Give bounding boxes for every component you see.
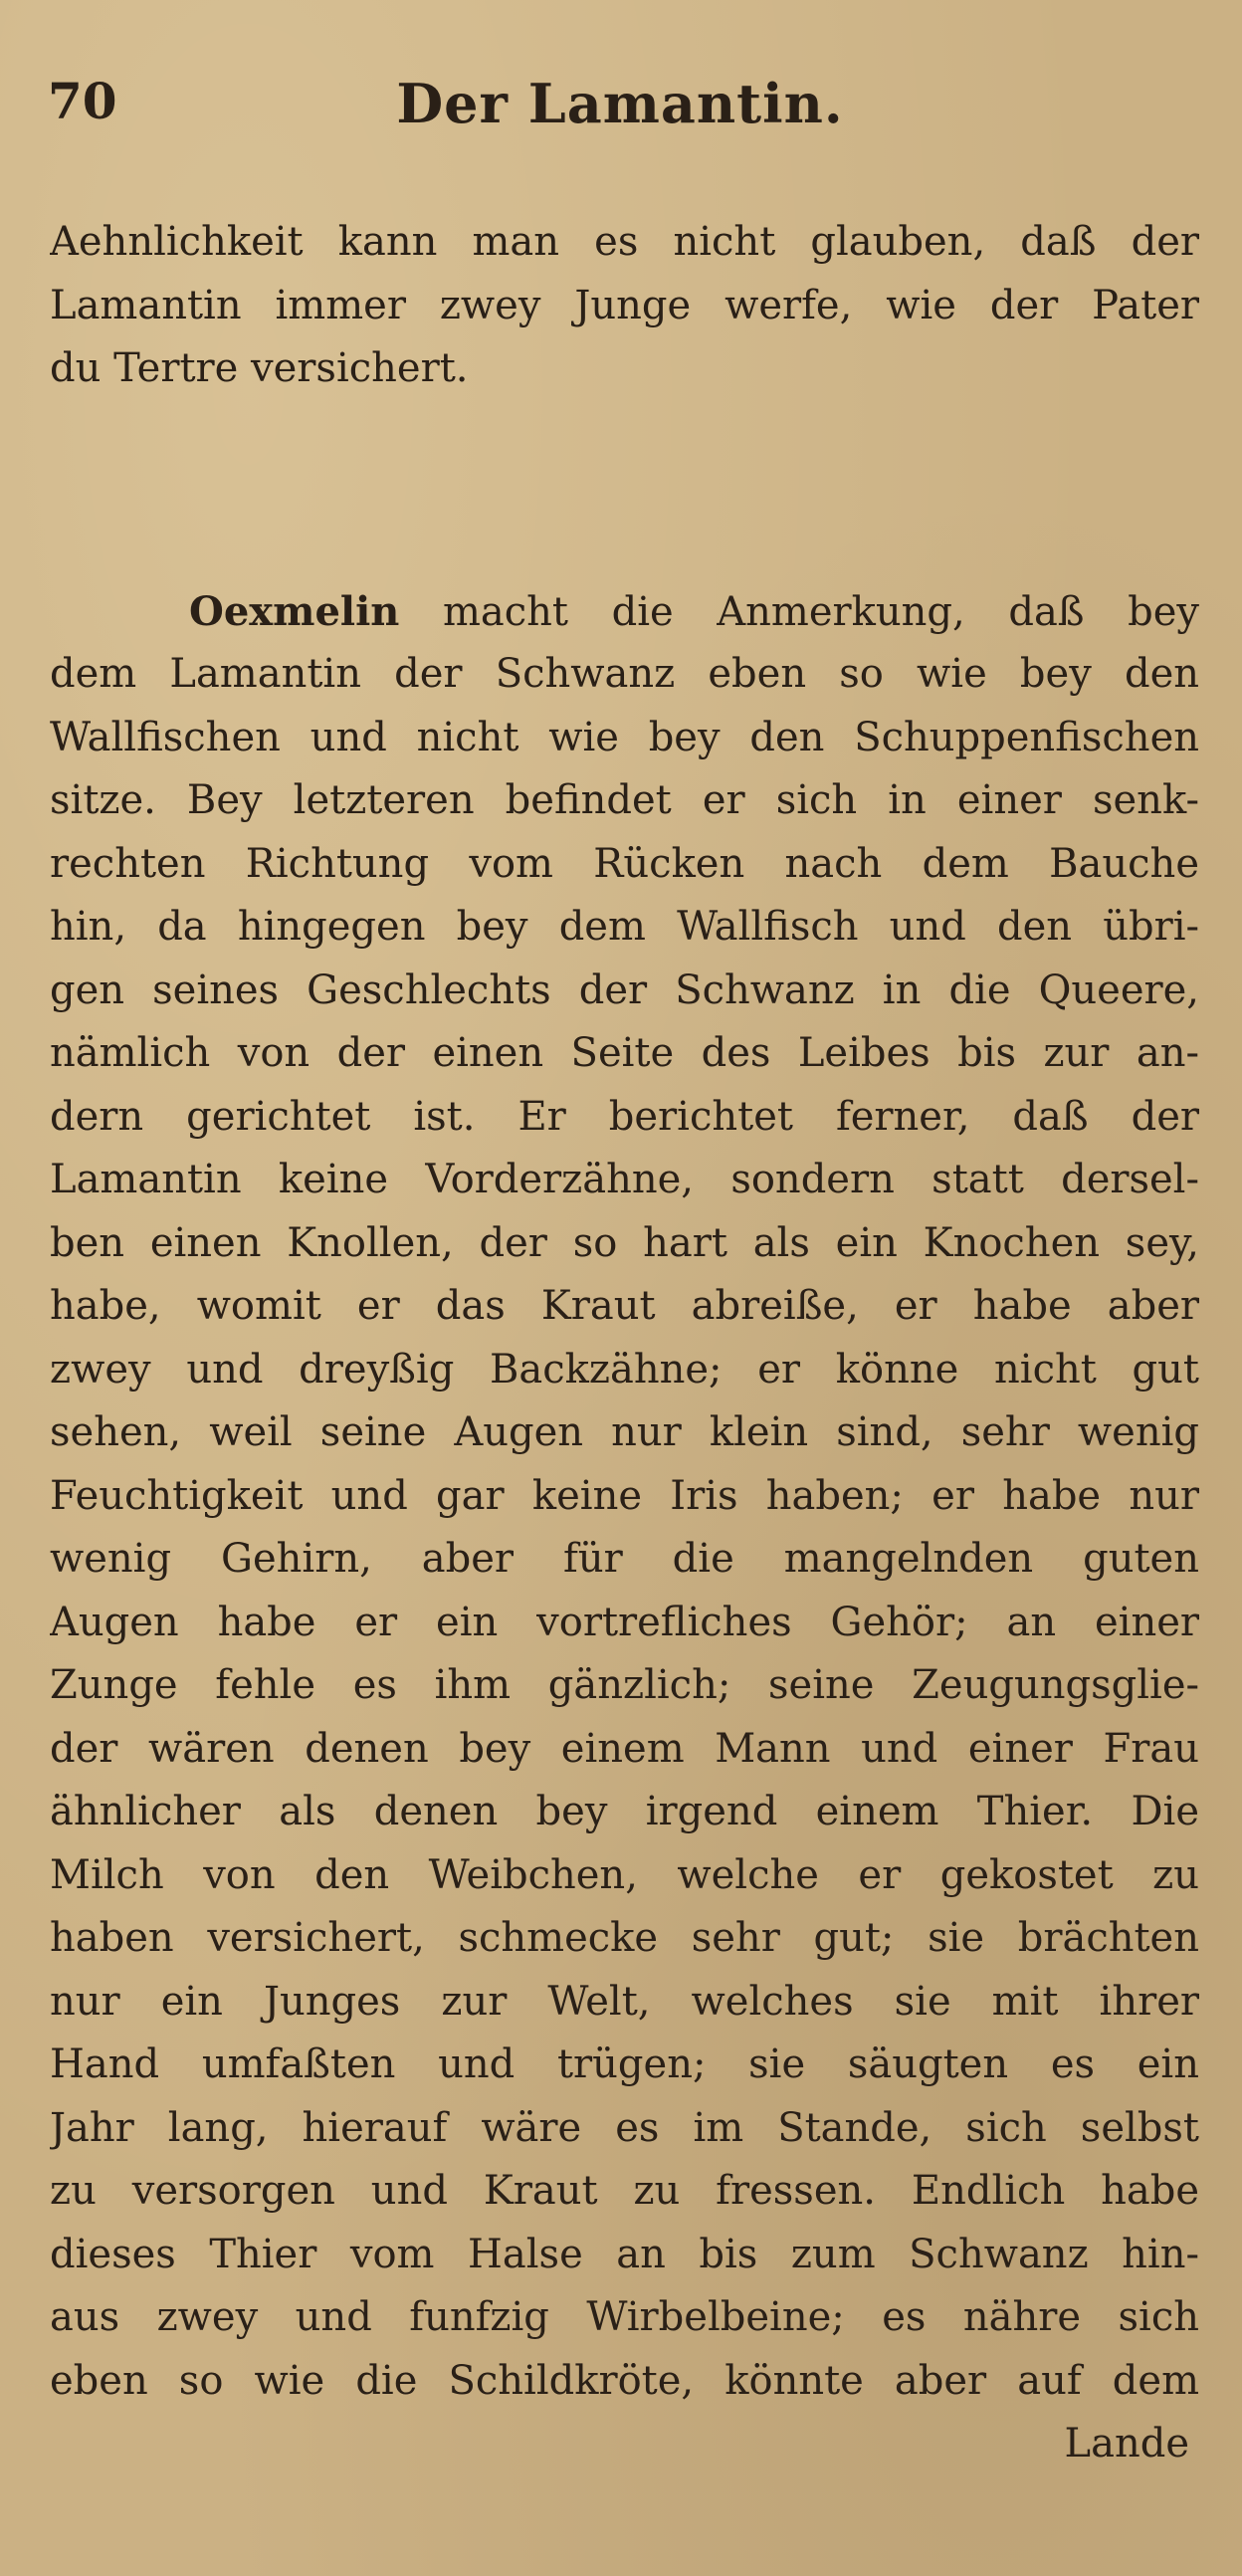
text-line: Lamantin keine Vorderzähne, sondern statt dersel- [50,1157,1199,1202]
text-line: der wären denen bey einem Mann und einer Frau [50,1725,1199,1772]
text-line: du Tertre versichert. [50,345,469,391]
text-line: dem Lamantin der Schwanz eben so wie bey den [50,651,1199,697]
text-line: Augen habe er ein vortrefliches Gehör; an einer [50,1599,1199,1645]
page-header [48,72,1192,161]
paragraph-1 [50,211,1199,401]
text-line: zwey und dreyßig Backzähne; er könne nicht gut [50,1346,1199,1393]
text-line: ben einen Knollen, der so hart als ein Knochen sey, [50,1219,1199,1266]
text-line: sitze. Bey letzteren befindet er sich in einer senk- [50,777,1199,823]
text-line: zu versorgen und Kraut zu fressen. Endlich habe [50,2168,1199,2214]
text-span: macht die Anmerkung, daß bey [399,588,1199,635]
author-name: Oexmelin [189,587,400,635]
text-line: Lamantin immer zwey Junge werfe, wie der Pater [50,282,1199,328]
text-line: ähnlicher als denen bey irgend einem Thier. Die [50,1789,1199,1834]
text-line: nämlich von der einen Seite des Leibes bis zur an- [50,1030,1199,1076]
text-line: Jahr lang, hierauf wäre es im Stande, sich selbst [50,2104,1199,2151]
text-line: Feuchtigkeit und gar keine Iris haben; er habe nur [50,1472,1199,1519]
catchword: Lande [1064,2421,1189,2467]
text-line: Hand umfaßten und trügen; sie säugten es ein [50,2041,1199,2087]
text-line: haben versichert, schmecke sehr gut; sie brächten [50,1915,1199,1961]
text-line: Zunge fehle es ihm gänzlich; seine Zeugungsglie- [50,1662,1199,1708]
text-line: aus zwey und funfzig Wirbelbeine; es nähre sich [50,2294,1199,2340]
text-line: hin, da hingegen bey dem Wallfisch und den übri- [50,904,1199,950]
page-number: 70 [48,72,117,130]
text-line: rechten Richtung vom Rücken nach dem Bauche [50,840,1199,887]
running-title: Der Lamantin. [396,72,844,135]
text-line: wenig Gehirn, aber für die mangelnden guten [50,1536,1199,1582]
text-line: eben so wie die Schildkröte, könnte aber auf dem [50,2357,1199,2404]
text-line: Wallfischen und nicht wie bey den Schuppenfischen [50,714,1199,760]
text-line: gen seines Geschlechts der Schwanz in die Queere, [50,966,1199,1013]
text-line: nur ein Junges zur Welt, welches sie mit ihrer [50,1978,1199,2025]
text-line: Milch von den Weibchen, welche er gekostet zu [50,1851,1199,1898]
text-line: habe, womit er das Kraut abreiße, er habe aber [50,1283,1199,1329]
paragraph-2 [50,580,1199,2414]
body-text [50,211,1199,2476]
text-line: Aehnlichkeit kann man es nicht glauben, daß der [50,219,1199,265]
text-line: sehen, weil seine Augen nur klein sind, sehr wenig [50,1409,1199,1455]
text-line: dieses Thier vom Halse an bis zum Schwanz hin- [50,2231,1199,2277]
text-line [50,580,1199,644]
paragraph-gap [50,401,1199,580]
text-line: dern gerichtet ist. Er berichtet ferner, daß der [50,1093,1199,1140]
